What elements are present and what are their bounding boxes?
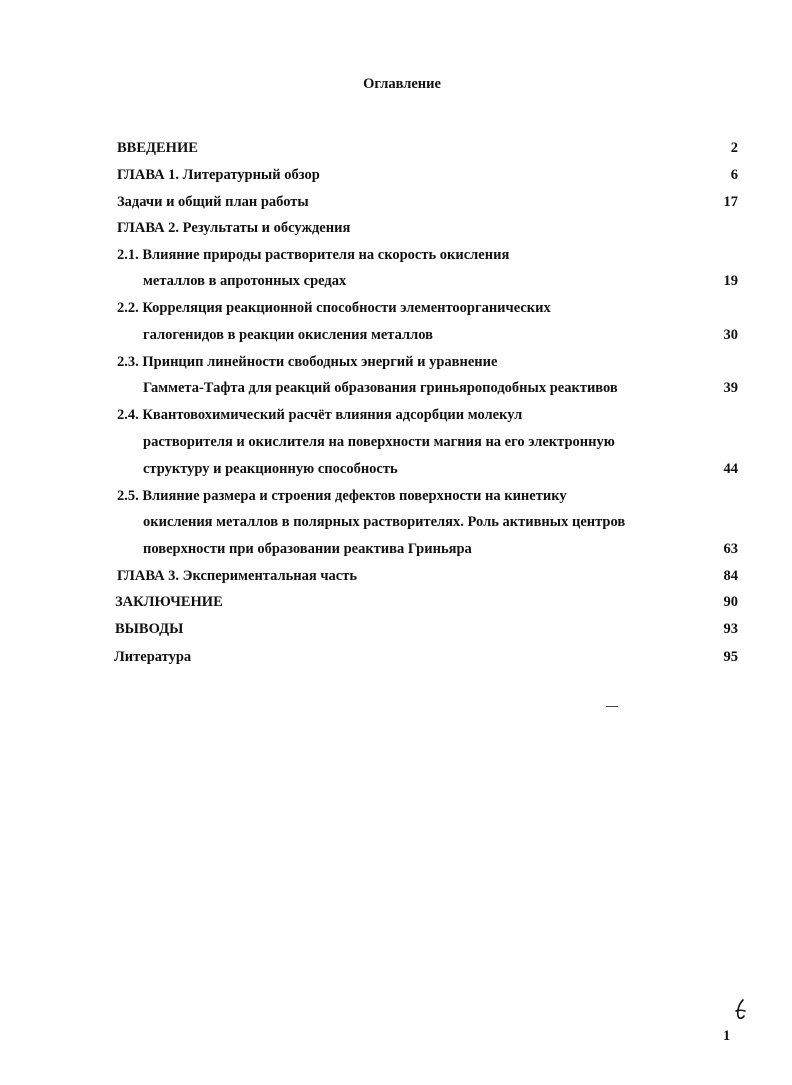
toc-page-number: 2 — [730, 140, 738, 156]
toc-page-number: 6 — [730, 167, 738, 183]
handwritten-mark-icon — [733, 998, 747, 1022]
toc-entry-2-5-cont: поверхности при образовании реактива Гриньяра — [143, 541, 472, 557]
page-number: 1 — [723, 1028, 731, 1044]
toc-title: Оглавление — [363, 76, 441, 92]
toc-page-number: 19 — [723, 273, 738, 289]
toc-entry-2-1-cont: металлов в апротонных средах — [143, 273, 347, 289]
toc-entry-2-2-cont: галогенидов в реакции окисления металлов — [143, 327, 433, 343]
stray-dash-mark — [606, 706, 618, 707]
toc-entry-tasks: Задачи и общий план работы — [117, 194, 309, 210]
toc-page-number: 93 — [723, 621, 738, 637]
toc-entry-findings: ВЫВОДЫ — [115, 621, 184, 637]
toc-entry-2-3-cont: Гаммета-Тафта для реакций образования гриньяроподобных реактивов — [143, 380, 618, 396]
toc-entry-2-1: 2.1. Влияние природы растворителя на скорость окисления — [117, 247, 510, 263]
toc-entry-2-5: 2.5. Влияние размера и строения дефектов поверхности на кинетику — [117, 488, 567, 504]
toc-entry-2-4-cont: растворителя и окислителя на поверхности магния на его электронную — [143, 434, 615, 450]
toc-entry-references: Литература — [114, 649, 192, 665]
toc-entry-2-5-cont: окисления металлов в полярных растворителях. Роль активных центров — [143, 514, 626, 530]
toc-entry-chapter-1: ГЛАВА 1. Литературный обзор — [117, 167, 320, 183]
toc-entry-2-4-cont: структуру и реакционную способность — [143, 461, 398, 477]
toc-page-number: 63 — [723, 541, 738, 557]
toc-entry-2-2: 2.2. Корреляция реакционной способности элементоорганических — [117, 300, 551, 316]
toc-entry-conclusion: ЗАКЛЮЧЕНИЕ — [115, 594, 223, 610]
toc-page-number: 17 — [723, 194, 738, 210]
toc-page-number: 95 — [723, 649, 738, 665]
toc-page-number: 39 — [723, 380, 738, 396]
toc-page-number: 30 — [723, 327, 738, 343]
toc-entry-chapter-3: ГЛАВА 3. Экспериментальная часть — [117, 568, 358, 584]
toc-entry-2-3: 2.3. Принцип линейности свободных энергий и уравнение — [117, 354, 498, 370]
toc-page-number: 90 — [723, 594, 738, 610]
toc-page-number: 44 — [723, 461, 738, 477]
toc-page-number: 84 — [723, 568, 738, 584]
toc-entry-introduction: ВВЕДЕНИЕ — [117, 140, 198, 156]
toc-entry-2-4: 2.4. Квантовохимический расчёт влияния адсорбции молекул — [117, 407, 523, 423]
toc-entry-chapter-2: ГЛАВА 2. Результаты и обсуждения — [117, 220, 351, 236]
